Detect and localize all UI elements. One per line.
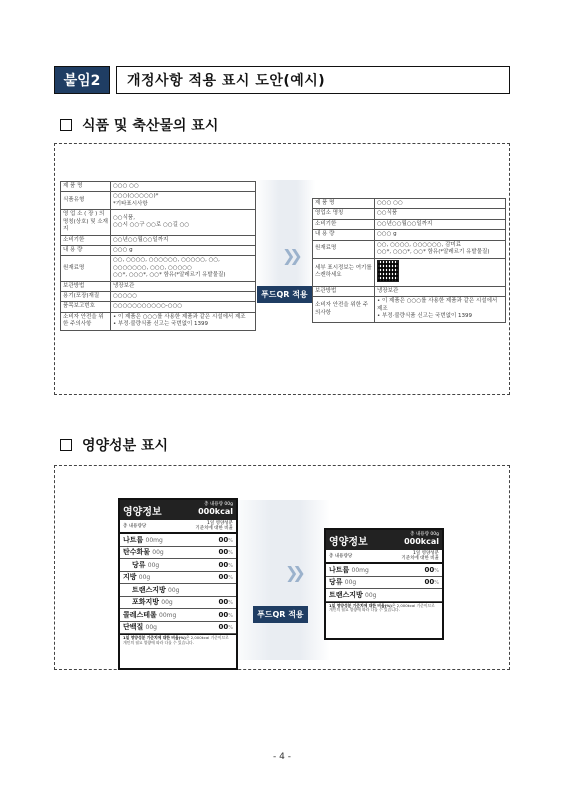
label-before-value-line: • 부정·불량식품 신고는 국번없이 1399 [113, 321, 209, 328]
label-after-row [313, 240, 506, 258]
percent-sign: % [434, 580, 439, 587]
label-before-row [61, 245, 256, 255]
nutrition-sub-right-1: 1일 영양성분 [412, 550, 439, 556]
nutrition-title: 영양정보 [123, 506, 162, 518]
nutrition-kcal-block [404, 533, 439, 547]
percent-sign: % [228, 625, 233, 632]
label-before-value [111, 312, 256, 330]
nutrient-percent: 00 [218, 573, 229, 582]
nutrition-row [120, 572, 236, 585]
label-after-value-line: 냉장보관 [377, 287, 399, 294]
label-after-key: 소비자 안전을 위한 주의사항 [313, 297, 375, 322]
label-before-value-line: ○○○○○○○○○○○-○○○ [113, 303, 183, 310]
label-after-value-line: ○○, ○○○○, ○○○○○○, 감미료 [377, 241, 462, 248]
label-after-value-line: ○○년○○월○○일까지 [377, 220, 433, 227]
nutrition-sub-left: 총 내용량당 [329, 554, 353, 559]
nutrient-percent: 00 [424, 565, 435, 574]
label-before-value [111, 210, 256, 235]
nutrient-percent-cell [218, 536, 233, 544]
nutrient-percent: 00 [218, 610, 229, 619]
label-after-row [313, 230, 506, 240]
nutrient-name: 당류 [329, 578, 343, 587]
nutrition-row [120, 597, 236, 610]
nutrient-percent: 00 [218, 560, 229, 569]
checkbox-square-icon [60, 439, 72, 451]
nutrient-amount: 00g [147, 561, 160, 569]
label-before-value [111, 302, 256, 312]
nutrition-footnote-text: 은 2,000kcal 기준이므로 개인의 필요 열량에 따라 다를 수 있습니다. [329, 602, 435, 613]
label-after-row [313, 209, 506, 219]
percent-sign: % [228, 562, 233, 569]
nutrient-amount: 00g [138, 574, 151, 582]
label-before-value-line: *기타표시사항 [113, 200, 148, 207]
nutrition-footnote-text: 은 2,000kcal 기준이므로 개인의 필요 열량에 따라 다를 수 있습니다. [123, 635, 229, 645]
label-after-key: 원재료명 [313, 240, 375, 258]
label-before-value-line: ○○○○○ [113, 293, 137, 300]
label-before-value [111, 192, 256, 210]
double-chevron-right-icon: ❯❯ [282, 246, 297, 265]
nutrient-name-cell [123, 535, 163, 545]
nutrition-subheader [120, 520, 236, 534]
nutrient-name: 트랜스지방 [132, 585, 166, 594]
nutrient-amount: 00mg [351, 566, 369, 574]
section-food-title-text: 식품 및 축산물의 표시 [82, 118, 219, 134]
nutrient-percent-cell [218, 611, 233, 619]
nutrient-percent-cell [218, 561, 233, 569]
nutrition-footnote-bold: 1일 영양성분 기준치에 대한 비율(%) [123, 635, 186, 640]
nutrient-name: 콜레스테롤 [123, 610, 157, 619]
label-after-row [313, 286, 506, 296]
label-after-value [375, 209, 506, 219]
nutrition-header [120, 500, 236, 520]
label-before-value-line: ○○*, ○○○*, ○○* 함유(*알레르기 유발물질) [113, 272, 226, 279]
nutrition-row [120, 622, 236, 635]
nutrient-percent: 00 [218, 548, 229, 557]
appendix-header [54, 66, 510, 94]
nutrition-sub-right-2: 기준치에 대한 비율 [195, 526, 233, 531]
nutrition-row [120, 609, 236, 622]
nutrition-sub-right [401, 551, 439, 562]
nutrient-name-cell [123, 572, 150, 582]
label-after-value-line: ○○○ ○○ [377, 200, 403, 206]
label-before-value-line: ○○○ ○○ [113, 183, 139, 189]
nutrient-name: 나트륨 [329, 565, 350, 574]
nutrition-sub-left: 총 내용량당 [123, 524, 147, 529]
nutrient-percent-cell [424, 578, 439, 586]
nutrition-panel-before [118, 498, 238, 670]
label-before-row [61, 182, 256, 192]
nutrient-name: 탄수화물 [123, 548, 151, 557]
nutrient-amount: 00g [365, 591, 377, 599]
label-before-value-line: ○○○ g [113, 246, 133, 253]
transition-shade [230, 500, 330, 660]
appendix-title: 개정사항 적용 표시 도안(예시) [116, 66, 510, 94]
label-after-table [312, 198, 506, 323]
label-before-row [61, 302, 256, 312]
label-after-key: 세부 표시정보는 여기를 스캔하세요 [313, 258, 375, 286]
nutrient-name: 나트륨 [123, 535, 144, 544]
nutrient-amount: 00g [344, 579, 357, 587]
nutrient-percent-cell [218, 623, 233, 631]
label-before-value-line: ○○시 ○○구 ○○로 ○○길 ○○ [113, 222, 190, 229]
label-before-value [111, 182, 256, 192]
label-after-key: 영업소 명칭 [313, 209, 375, 219]
label-before-key: 내 용 량 [61, 245, 111, 255]
nutrition-row [326, 589, 442, 602]
percent-sign: % [228, 575, 233, 582]
label-before-key: 품목보고번호 [61, 302, 111, 312]
nutrition-sub-right-2: 기준치에 대한 비율 [401, 556, 439, 561]
nutrient-percent: 00 [218, 623, 229, 632]
label-before-table [60, 181, 256, 331]
label-before-value [111, 235, 256, 245]
nutrient-amount: 00mg [159, 611, 177, 619]
nutrient-name-cell [123, 547, 164, 557]
nutrition-row [120, 559, 236, 572]
page-number: - 4 - [273, 752, 291, 762]
label-after-value [375, 240, 506, 258]
nutrition-kcal: 000kcal [404, 537, 439, 547]
nutrition-total-label: 총 내용량 00g [204, 502, 233, 508]
percent-sign: % [228, 600, 233, 607]
section-nutrition-title [60, 435, 168, 455]
label-before-value-line: ○○○(○○○○○)* [113, 193, 159, 200]
qr-code-icon [377, 260, 399, 282]
label-before-value-line: ○○년○○월○○일까지 [113, 236, 169, 243]
label-before-key: 보관방법 [61, 281, 111, 291]
label-before-row [61, 312, 256, 330]
label-after-key: 소비기한 [313, 219, 375, 229]
nutrition-footnote [326, 602, 442, 615]
nutrition-footnote [120, 634, 236, 647]
label-before-key: 용기(포장)재질 [61, 292, 111, 302]
nutrient-name-cell [329, 577, 356, 587]
label-before-key: 소비기한 [61, 235, 111, 245]
nutrition-row [326, 564, 442, 577]
label-after-value [375, 230, 506, 240]
label-before-key: 영 업 소 ( 장 ) 의 명칭(상호) 및 소재지 [61, 210, 111, 235]
nutrition-sub-right-1: 1일 영양성분 [206, 520, 233, 526]
nutrient-percent-cell [218, 548, 233, 556]
appendix-tag: 붙임2 [54, 66, 110, 94]
food-qr-badge: 푸드QR 적용 [253, 606, 308, 623]
transition-shade [255, 180, 315, 300]
label-after-value [375, 297, 506, 322]
label-after-value-line: ○○*, ○○○*, ○○* 함유(*알레르기 유발물질) [377, 249, 490, 256]
nutrient-name-cell [132, 560, 159, 570]
label-after-row [313, 297, 506, 322]
label-before-key: 원재료명 [61, 256, 111, 281]
label-before-key: 제 품 명 [61, 182, 111, 192]
nutrient-name: 포화지방 [132, 598, 160, 607]
nutrition-title: 영양정보 [329, 536, 368, 548]
label-before-value-line: • 이 제품은 ○○○를 사용한 제품과 같은 시설에서 제조 [113, 313, 246, 320]
label-after-row [313, 199, 506, 209]
nutrient-percent: 00 [218, 535, 229, 544]
label-after-key: 보관방법 [313, 286, 375, 296]
label-after-value [375, 219, 506, 229]
nutrition-kcal-block [198, 503, 233, 517]
nutrition-header [326, 530, 442, 550]
label-after-row [313, 219, 506, 229]
label-before-value [111, 292, 256, 302]
nutrition-row [120, 584, 236, 597]
nutrient-name-cell [123, 610, 176, 620]
food-qr-badge: 푸드QR 적용 [257, 286, 312, 303]
label-after-value-line: • 부정·불량식품 신고는 국번없이 1399 [377, 313, 473, 320]
label-after-value [375, 199, 506, 209]
label-before-value-line: ○○, ○○○○, ○○○○○○, ○○○○○, ○○, ○○○○○○○, ○○○, ○○○○○ [113, 257, 220, 271]
nutrition-row [120, 534, 236, 547]
label-after-value-line: • 이 제품은 ○○○를 사용한 제품과 같은 시설에서 제조 [377, 298, 498, 312]
nutrient-name-cell [329, 565, 369, 575]
label-before-key: 소비자 안전을 위한 주의사항 [61, 312, 111, 330]
label-before-value [111, 245, 256, 255]
nutrient-name-cell [132, 585, 180, 595]
double-chevron-right-icon: ❯❯ [285, 563, 300, 582]
nutrient-name: 당류 [132, 560, 146, 569]
label-before-row [61, 281, 256, 291]
label-before-row [61, 210, 256, 235]
checkbox-square-icon [60, 119, 72, 131]
label-before-row [61, 256, 256, 281]
nutrition-panel-after [324, 528, 444, 640]
nutrient-percent: 00 [218, 598, 229, 607]
nutrient-percent-cell [218, 573, 233, 581]
nutrient-name-cell [132, 597, 173, 607]
nutrient-amount: 00g [145, 624, 157, 632]
nutrient-name: 단백질 [123, 623, 144, 632]
nutrition-kcal: 000kcal [198, 507, 233, 517]
nutrient-amount: 00mg [145, 536, 163, 544]
section-food-title [60, 115, 218, 135]
nutrient-amount: 00g [161, 599, 173, 607]
label-after-value [375, 286, 506, 296]
nutrition-footnote-bold: 1일 영양성분 기준치에 대한 비율(%) [329, 602, 392, 608]
nutrient-name-cell [329, 590, 377, 600]
label-before-row [61, 192, 256, 210]
nutrition-total-label: 총 내용량 00g [410, 532, 439, 538]
percent-sign: % [228, 550, 233, 557]
label-before-value-line: 냉장보관 [113, 282, 135, 289]
nutrient-amount: 00g [168, 586, 180, 594]
nutrient-percent-cell [218, 598, 233, 606]
label-after-value-line: ○○○ g [377, 231, 397, 238]
label-after-key: 제 품 명 [313, 199, 375, 209]
nutrient-name: 트랜스지방 [329, 590, 363, 599]
label-after-key: 내 용 량 [313, 230, 375, 240]
label-before-row [61, 235, 256, 245]
section-nutrition-title-text: 영양성분 표시 [82, 438, 169, 454]
nutrition-subheader [326, 550, 442, 564]
label-after-row [313, 258, 506, 286]
nutrition-row [326, 577, 442, 590]
label-before-row [61, 292, 256, 302]
label-before-value [111, 281, 256, 291]
nutrient-percent: 00 [424, 578, 435, 587]
label-before-value-line: ○○식품, [113, 214, 135, 221]
percent-sign: % [434, 567, 439, 574]
nutrient-name: 지방 [123, 573, 137, 582]
label-before-key: 식품유형 [61, 192, 111, 210]
nutrition-sub-right [195, 521, 233, 532]
label-after-value [375, 258, 506, 286]
nutrient-amount: 00g [152, 549, 164, 557]
nutrition-row [120, 547, 236, 560]
percent-sign: % [228, 612, 233, 619]
nutrient-name-cell [123, 622, 157, 632]
nutrient-percent-cell [424, 566, 439, 574]
percent-sign: % [228, 537, 233, 544]
label-after-value-line: ○○식품 [377, 210, 398, 217]
label-before-value [111, 256, 256, 281]
